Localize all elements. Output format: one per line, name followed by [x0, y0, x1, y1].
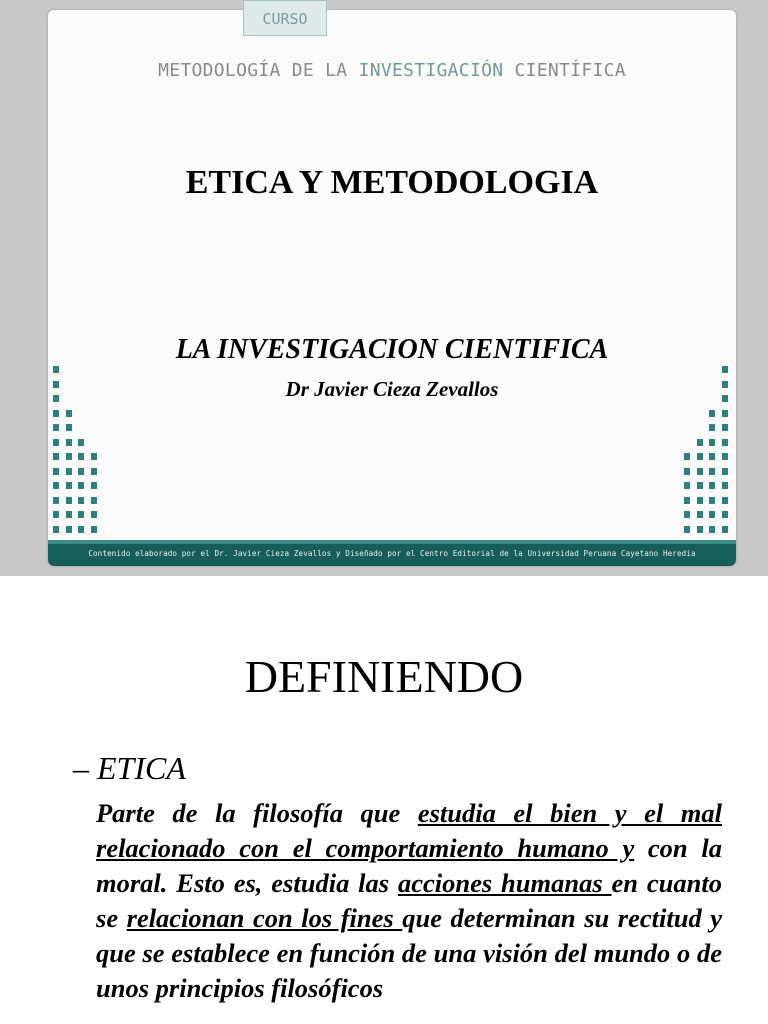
definition-part-2: con la moral. Esto es, estudia las — [96, 833, 722, 898]
definition-part-4: que determinan su rectitud y que se establece en función de una visión del mundo o de unos principios filosóficos — [96, 903, 722, 1003]
decorative-dot — [53, 482, 59, 489]
decorative-dot — [66, 511, 72, 518]
decorative-dot — [684, 511, 690, 518]
decorative-dot — [697, 439, 703, 446]
decorative-dot — [697, 468, 703, 475]
decorative-dot — [722, 497, 728, 504]
term-word: ETICA — [97, 750, 186, 786]
decorative-dot — [78, 526, 84, 533]
decorative-dot — [91, 453, 97, 460]
decorative-dot — [66, 439, 72, 446]
decorative-dot — [78, 482, 84, 489]
decorative-dot — [53, 381, 59, 388]
decorative-dot — [722, 410, 728, 417]
decorative-dot — [684, 453, 690, 460]
slide-2-title: DEFINIENDO — [244, 651, 524, 702]
decorative-dot — [684, 526, 690, 533]
decorative-dot — [66, 468, 72, 475]
slide-1-subtitle: LA INVESTIGACION CIENTIFICA — [175, 334, 609, 365]
decorative-dot — [66, 482, 72, 489]
decorative-dot — [53, 424, 59, 431]
definition-part-1: Parte de la filosofía que — [96, 798, 418, 828]
decorative-dots-left — [53, 366, 105, 536]
decorative-dot — [78, 453, 84, 460]
decorative-dot — [697, 453, 703, 460]
decorative-dot — [91, 526, 97, 533]
decorative-dot — [53, 453, 59, 460]
decorative-dot — [91, 468, 97, 475]
decorative-dot — [66, 453, 72, 460]
decorative-dot — [684, 482, 690, 489]
slide-1 — [48, 10, 736, 566]
decorative-dot — [722, 424, 728, 431]
slide-1-author: Dr Javier Cieza Zevallos — [285, 377, 499, 401]
course-name-part-1: METODOLOGÍA DE LA — [158, 60, 359, 81]
decorative-dot — [66, 497, 72, 504]
decorative-dot — [91, 497, 97, 504]
term-heading — [73, 750, 186, 787]
decorative-dot — [53, 439, 59, 446]
definition-underline-2: acciones humanas — [397, 868, 612, 898]
definition-underline-3: relacionan con los fines — [126, 903, 403, 933]
definition-text — [96, 796, 722, 1006]
decorative-dot — [709, 439, 715, 446]
decorative-dot — [697, 526, 703, 533]
decorative-dot — [66, 526, 72, 533]
decorative-dot — [66, 424, 72, 431]
course-name-part-3: CIENTÍFICA — [503, 60, 626, 81]
decorative-dot — [722, 511, 728, 518]
decorative-dot — [722, 482, 728, 489]
decorative-dot — [709, 482, 715, 489]
decorative-dot — [78, 511, 84, 518]
course-name — [48, 60, 736, 81]
decorative-dot — [722, 526, 728, 533]
decorative-dot — [53, 410, 59, 417]
decorative-dot — [53, 497, 59, 504]
decorative-dot — [709, 424, 715, 431]
term-dash: – — [73, 750, 97, 786]
decorative-dot — [91, 482, 97, 489]
decorative-dot — [709, 511, 715, 518]
slide-1-title: ETICA Y METODOLOGIA — [185, 164, 599, 201]
decorative-dots-right — [684, 366, 736, 536]
decorative-dot — [697, 497, 703, 504]
curso-tab: CURSO — [243, 0, 327, 36]
slide-1-footer: Contenido elaborado por el Dr. Javier Cieza Zevallos y Diseñado por el Centro Editorial de la Universidad Peruana Cayetano Heredia — [48, 540, 736, 566]
decorative-dot — [53, 395, 59, 402]
decorative-dot — [722, 366, 728, 373]
decorative-dot — [91, 511, 97, 518]
course-name-highlight: INVESTIGACIÓN — [358, 60, 504, 81]
decorative-dot — [722, 439, 728, 446]
decorative-dot — [78, 468, 84, 475]
decorative-dot — [53, 511, 59, 518]
decorative-dot — [78, 439, 84, 446]
decorative-dot — [78, 497, 84, 504]
decorative-dot — [709, 453, 715, 460]
decorative-dot — [66, 410, 72, 417]
decorative-dot — [53, 366, 59, 373]
decorative-dot — [684, 497, 690, 504]
decorative-dot — [53, 468, 59, 475]
decorative-dot — [53, 526, 59, 533]
decorative-dot — [722, 381, 728, 388]
decorative-dot — [722, 395, 728, 402]
decorative-dot — [697, 482, 703, 489]
decorative-dot — [722, 468, 728, 475]
decorative-dot — [709, 468, 715, 475]
decorative-dot — [684, 468, 690, 475]
definition-underline-1: estudia el bien y el mal relacionado con el comportamiento humano y — [96, 798, 722, 863]
definition-part-3: en cuanto se — [96, 868, 722, 933]
decorative-dot — [697, 511, 703, 518]
decorative-dot — [722, 453, 728, 460]
decorative-dot — [709, 497, 715, 504]
decorative-dot — [709, 526, 715, 533]
decorative-dot — [709, 410, 715, 417]
